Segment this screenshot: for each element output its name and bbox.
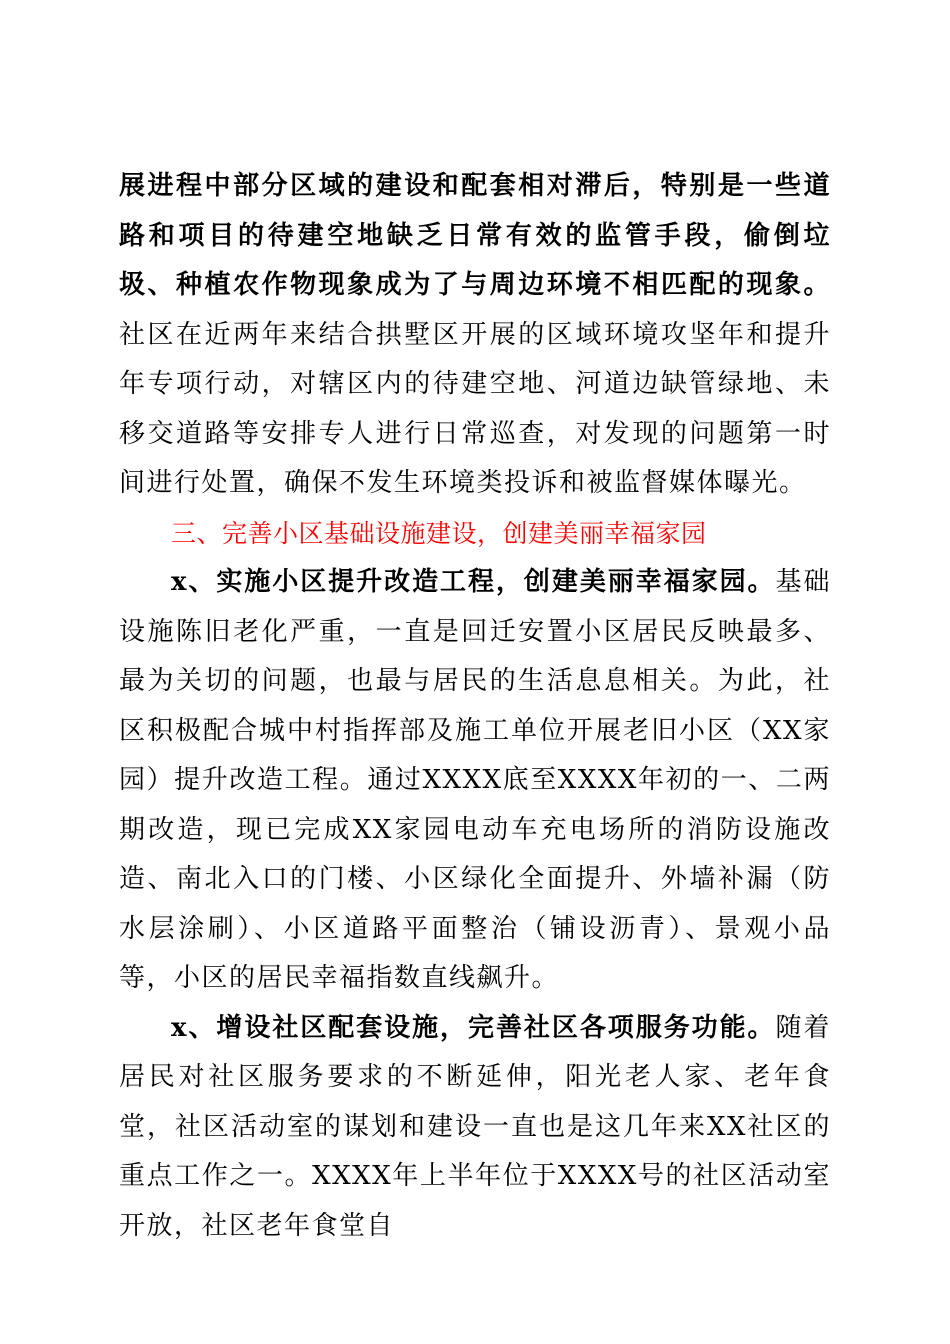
bold-lead-text: x、实施小区提升改造工程，创建美丽幸福家园。 — [171, 567, 776, 597]
bold-lead-text: x、增设社区配套设施，完善社区各项服务功能。 — [171, 1012, 776, 1043]
paragraph-community-facilities — [119, 1004, 831, 1252]
document-body — [119, 162, 831, 1251]
paragraph-environment-management — [119, 162, 831, 509]
section-heading: 三、完善小区基础设施建设，创建美丽幸福家园 — [171, 518, 707, 548]
bold-lead-text: 展进程中部分区域的建设和配套相对滞后，特别是一些道路和项目的待建空地缺乏日常有效的监管手段，偷倒垃圾、种植农作物现象成为了与周边环境不相匹配的现象。 — [119, 171, 831, 300]
body-text: 基础设施陈旧老化严重，一直是回迁安置小区居民反映最多、最为关切的问题，也最与居民的生活息息相关。为此，社区积极配合城中村指挥部及施工单位开展老旧小区（XX家园）提升改造工程。通过XXXX底至XXXX年初的一、二两期改造，现已完成XX家园电动车充电场所的消防设施改造、南北入口的门楼、小区绿化全面提升、外墙补漏（防水层涂刷）、小区道路平面整治（铺设沥青）、景观小品等，小区的居民幸福指数直线飙升。 — [119, 567, 831, 993]
body-text: 随着居民对社区服务要求的不断延伸，阳光老人家、老年食堂，社区活动室的谋划和建设一直也是这几年来XX社区的重点工作之一。XXXX年上半年位于XXXX号的社区活动室开放，社区老年食堂自 — [119, 1012, 831, 1241]
body-text: 社区在近两年来结合拱墅区开展的区域环境攻坚年和提升年专项行动，对辖区内的待建空地、河道边缺管绿地、未移交道路等安排专人进行日常巡查，对发现的问题第一时间进行处置，确保不发生环境类投诉和被监督媒体曝光。 — [119, 319, 831, 498]
paragraph-renovation-project — [119, 558, 831, 1004]
